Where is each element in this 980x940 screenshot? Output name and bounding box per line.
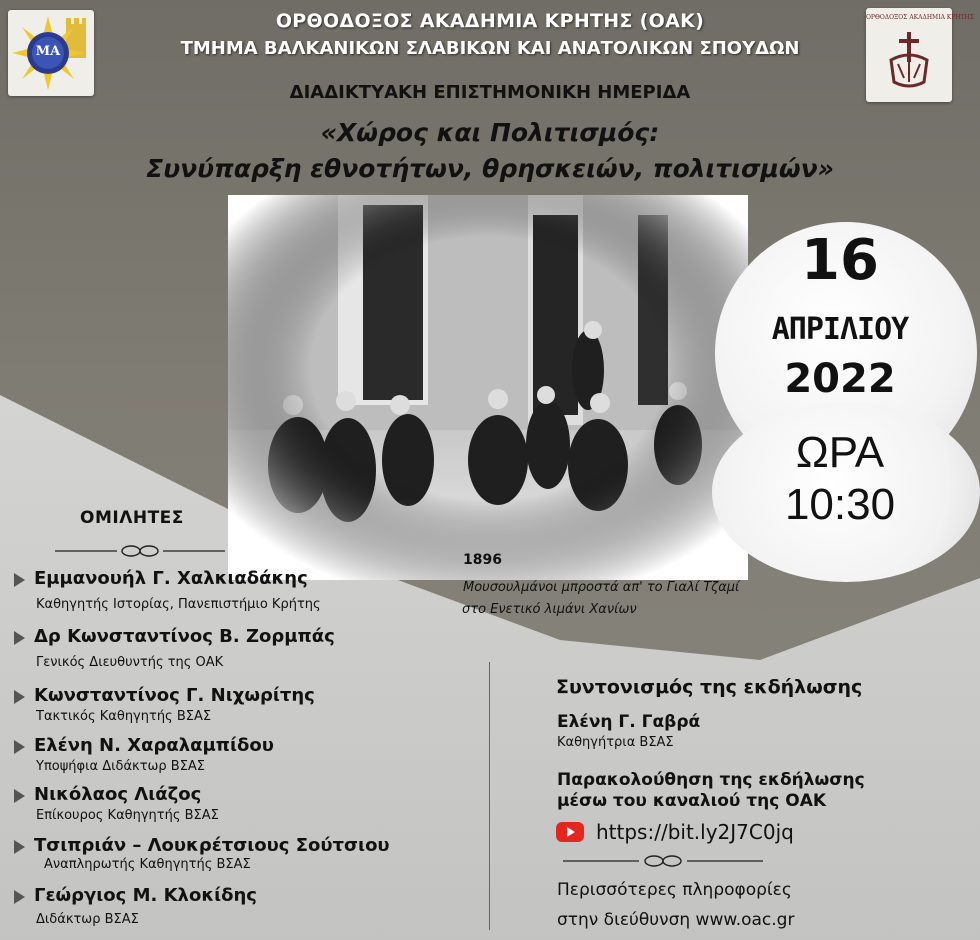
bullet-arrow-icon — [14, 631, 25, 645]
logo-left-letters: ΜΑ — [35, 44, 61, 59]
photo-year: 1896 — [463, 552, 502, 568]
speaker-name: Γεώργιος Μ. Κλοκίδης — [34, 885, 257, 906]
date-year: 2022 — [784, 356, 896, 402]
event-title-line1: «Χώρος και Πολιτισμός: — [320, 118, 660, 147]
historic-photo — [228, 195, 748, 580]
speaker-role: Διδάκτωρ ΒΣΑΣ — [36, 912, 139, 927]
speaker-name: Κωνσταντίνος Γ. Νιχωρίτης — [34, 685, 315, 706]
speaker-role: Επίκουρος Καθηγητής ΒΣΑΣ — [36, 808, 219, 823]
watch-line1: Παρακολούθηση της εκδήλωσης — [557, 770, 865, 790]
date-day: 16 — [801, 228, 879, 293]
youtube-icon — [556, 822, 584, 842]
logo-right-arc-text: ΟΡΘΟΔΟΞΟΣ ΑΚΑΔΗΜΙΑ ΚΡΗΤΗΣ — [866, 14, 975, 21]
time-value: 10:30 — [784, 480, 896, 529]
more-info-line2[interactable]: στην διεύθυνση www.oac.gr — [557, 910, 795, 930]
speaker-role: Γενικός Διευθυντής της ΟΑΚ — [36, 655, 224, 670]
coordination-title: Συντονισμός της εκδήλωσης — [556, 676, 863, 698]
speaker-name: Νικόλαος Λιάζος — [34, 784, 202, 805]
bullet-arrow-icon — [14, 740, 25, 754]
speaker-role: Τακτικός Καθηγητής ΒΣΑΣ — [36, 709, 212, 724]
coordinator-name: Ελένη Γ. Γαβρά — [557, 712, 701, 732]
bullet-arrow-icon — [14, 573, 25, 587]
header-department: ΤΜΗΜΑ ΒΑΛΚΑΝΙΚΩΝ ΣΛΑΒΙΚΩΝ ΚΑΙ ΑΝΑΤΟΛΙΚΩΝ ΣΠΟΥΔΩΝ — [180, 38, 800, 59]
coordinator-role: Καθηγήτρια ΒΣΑΣ — [557, 735, 674, 750]
bullet-arrow-icon — [14, 840, 25, 854]
youtube-link[interactable]: https://bit.ly2J7C0jq — [596, 820, 794, 844]
column-divider — [489, 662, 490, 930]
event-title-line2: Συνύπαρξη εθνοτήτων, θρησκειών, πολιτισμών» — [146, 154, 834, 183]
photo-caption-line2: στο Ενετικό λιμάνι Χανίων — [462, 602, 637, 617]
bullet-arrow-icon — [14, 789, 25, 803]
watch-line2: μέσω του καναλιού της ΟΑΚ — [557, 791, 827, 811]
bullet-arrow-icon — [14, 890, 25, 904]
speaker-role: Καθηγητής Ιστορίας, Πανεπιστήμιο Κρήτης — [36, 597, 321, 612]
speaker-name: Τσιπριάν – Λουκρέτσιους Σούτσιου — [34, 835, 390, 856]
speaker-name: Ελένη Ν. Χαραλαμπίδου — [34, 735, 274, 756]
header-org: ΟΡΘΟΔΟΞΟΣ ΑΚΑΔΗΜΙΑ ΚΡΗΤΗΣ (ΟΑΚ) — [275, 10, 705, 32]
more-info-line1: Περισσότερες πληροφορίες — [557, 880, 792, 900]
speaker-name: Εμμανουήλ Γ. Χαλκιαδάκης — [34, 568, 308, 589]
speaker-role: Υποψήφια Διδάκτωρ ΒΣΑΣ — [36, 759, 206, 774]
header-event-type: ΔΙΑΔΙΚΤΥΑΚΗ ΕΠΙΣΤΗΜΟΝΙΚΗ ΗΜΕΡΙΔΑ — [289, 82, 691, 103]
date-month: ΑΠΡΙΛΙΟΥ — [771, 312, 909, 347]
ornament-divider-left — [55, 544, 225, 558]
bullet-arrow-icon — [14, 690, 25, 704]
ornament-divider-right — [563, 854, 763, 868]
photo-caption-line1: Μουσουλμάνοι μπροστά απ' το Γιαλί Τζαμί — [463, 580, 740, 595]
speaker-name: Δρ Κωνσταντίνος Β. Ζορμπάς — [34, 626, 335, 647]
speakers-title: ΟΜΙΛΗΤΕΣ — [80, 508, 184, 528]
speaker-role: Αναπληρωτής Καθηγητής ΒΣΑΣ — [44, 857, 251, 872]
time-label: ΩΡΑ — [795, 428, 885, 477]
